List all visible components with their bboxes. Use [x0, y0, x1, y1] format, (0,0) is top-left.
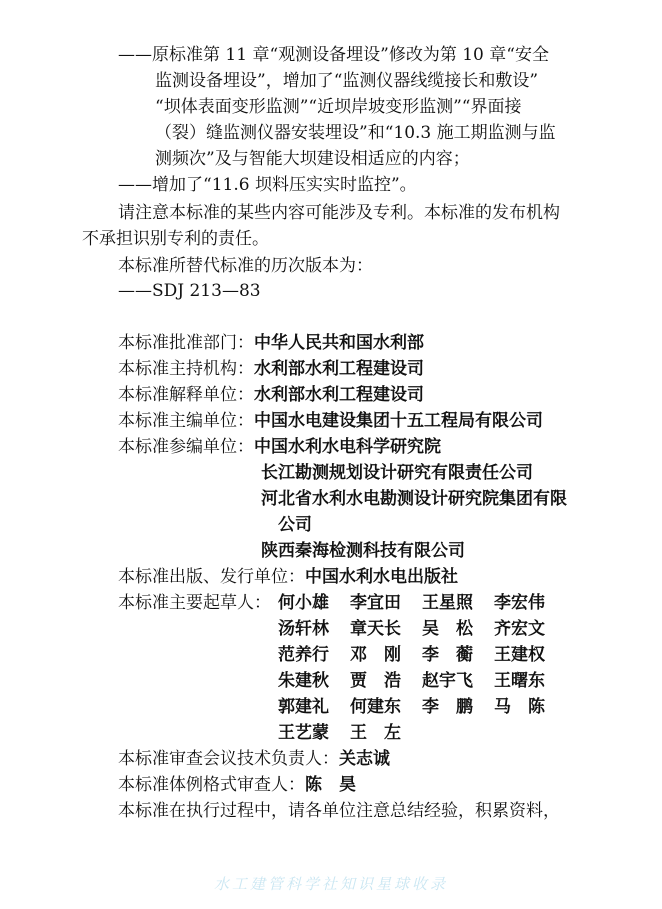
- drafter-name: 齐宏文: [494, 619, 545, 639]
- drafter-name: 郭建礼: [278, 697, 329, 717]
- chief-editor-row: [118, 411, 543, 431]
- drafter-name: 王建权: [494, 645, 545, 665]
- drafters-row: [278, 697, 566, 717]
- host-value: 水利部水利工程建设司: [254, 359, 424, 379]
- drafter-name: 贾 浩: [350, 671, 401, 691]
- format-reviewer-label: 本标准体例格式审查人：: [118, 775, 305, 795]
- drafter-name: 李宜田: [350, 593, 401, 613]
- chief-editor-label: 本标准主编单位：: [118, 411, 254, 431]
- interpreter-value: 水利部水利工程建设司: [254, 385, 424, 405]
- drafter-name: 章天长: [350, 619, 401, 639]
- participants-org-1: 中国水利水电科学研究院: [254, 437, 441, 457]
- host-label: 本标准主持机构：: [118, 359, 254, 379]
- drafter-name: 李宏伟: [494, 593, 545, 613]
- drafter-name: 王艺蒙: [278, 723, 329, 743]
- drafter-name: 王星照: [422, 593, 473, 613]
- approval-label: 本标准批准部门：: [118, 333, 254, 353]
- drafters-row: [278, 645, 566, 665]
- drafter-name: 李 蘅: [422, 645, 473, 665]
- drafter-name: 何小雄: [278, 593, 329, 613]
- intro-line-1: ——原标准第 11 章“观测设备埋设”修改为第 10 章“安全: [118, 45, 549, 65]
- drafter-name: 汤轩林: [278, 619, 329, 639]
- patent-notice-line-1: 请注意本标准的某些内容可能涉及专利。本标准的发布机构: [118, 203, 560, 223]
- drafter-name: 邓 刚: [350, 645, 401, 665]
- history-version: ——SDJ 213—83: [118, 281, 261, 301]
- closing-text: 本标准在执行过程中，请各单位注意总结经验，积累资料，: [118, 801, 560, 821]
- publisher-value: 中国水利水电出版社: [305, 567, 458, 587]
- intro-line-3: “坝体表面变形监测”“近坝岸坡变形监测”“界面接: [155, 97, 522, 117]
- intro-line-5: 测频次”及与智能大坝建设相适应的内容；: [155, 149, 470, 169]
- participants-org-2: 长江勘测规划设计研究有限责任公司: [261, 463, 533, 483]
- drafter-name: 马 陈: [494, 697, 545, 717]
- participants-org-3-line-1: 河北省水利水电勘测设计研究院集团有限: [261, 489, 567, 509]
- participants-label: 本标准参编单位：: [118, 437, 254, 457]
- approval-value: 中华人民共和国水利部: [254, 333, 424, 353]
- interpreter-label: 本标准解释单位：: [118, 385, 254, 405]
- drafter-name: 赵宇飞: [422, 671, 473, 691]
- intro-line-2: 监测设备埋设”，增加了“监测仪器线缆接长和敷设”: [155, 71, 539, 91]
- drafter-name: 范养行: [278, 645, 329, 665]
- participants-org-4: 陕西秦海检测科技有限公司: [261, 541, 465, 561]
- intro-line-4: （裂）缝监测仪器安装埋设”和“10.3 施工期监测与监: [155, 123, 556, 143]
- drafters-row: [278, 593, 566, 613]
- publisher-label: 本标准出版、发行单位：: [118, 567, 305, 587]
- format-reviewer-value: 陈 昊: [305, 775, 356, 795]
- drafter-name: 王 左: [350, 723, 401, 743]
- drafters-row: [278, 619, 566, 639]
- participants-org-3-line-2: 公司: [278, 515, 312, 535]
- drafter-name: 吴 松: [422, 619, 473, 639]
- drafter-name: 李 鹏: [422, 697, 473, 717]
- drafter-name: 王曙东: [494, 671, 545, 691]
- drafters-row: [278, 723, 422, 743]
- tech-reviewer-value: 关志诚: [339, 749, 390, 769]
- patent-notice-line-2: 不承担识别专利的责任。: [82, 229, 269, 249]
- watermark: 水工建管科学社知识星球收录: [213, 875, 448, 893]
- drafter-name: 何建东: [350, 697, 401, 717]
- intro-added-item: ——增加了“11.6 坝料压实实时监控”。: [118, 175, 417, 195]
- drafters-row: [278, 671, 566, 691]
- approval-row: [118, 333, 424, 353]
- interpreter-row: [118, 385, 424, 405]
- history-heading: 本标准所替代标准的历次版本为：: [118, 256, 373, 276]
- tech-reviewer-label: 本标准审查会议技术负责人：: [118, 749, 339, 769]
- format-reviewer-row: [118, 775, 356, 795]
- chief-editor-value: 中国水电建设集团十五工程局有限公司: [254, 411, 543, 431]
- publisher-row: [118, 567, 458, 587]
- tech-reviewer-row: [118, 749, 390, 769]
- host-row: [118, 359, 424, 379]
- drafters-label: 本标准主要起草人：: [118, 593, 271, 613]
- drafter-name: 朱建秋: [278, 671, 329, 691]
- participants-row: [118, 437, 441, 457]
